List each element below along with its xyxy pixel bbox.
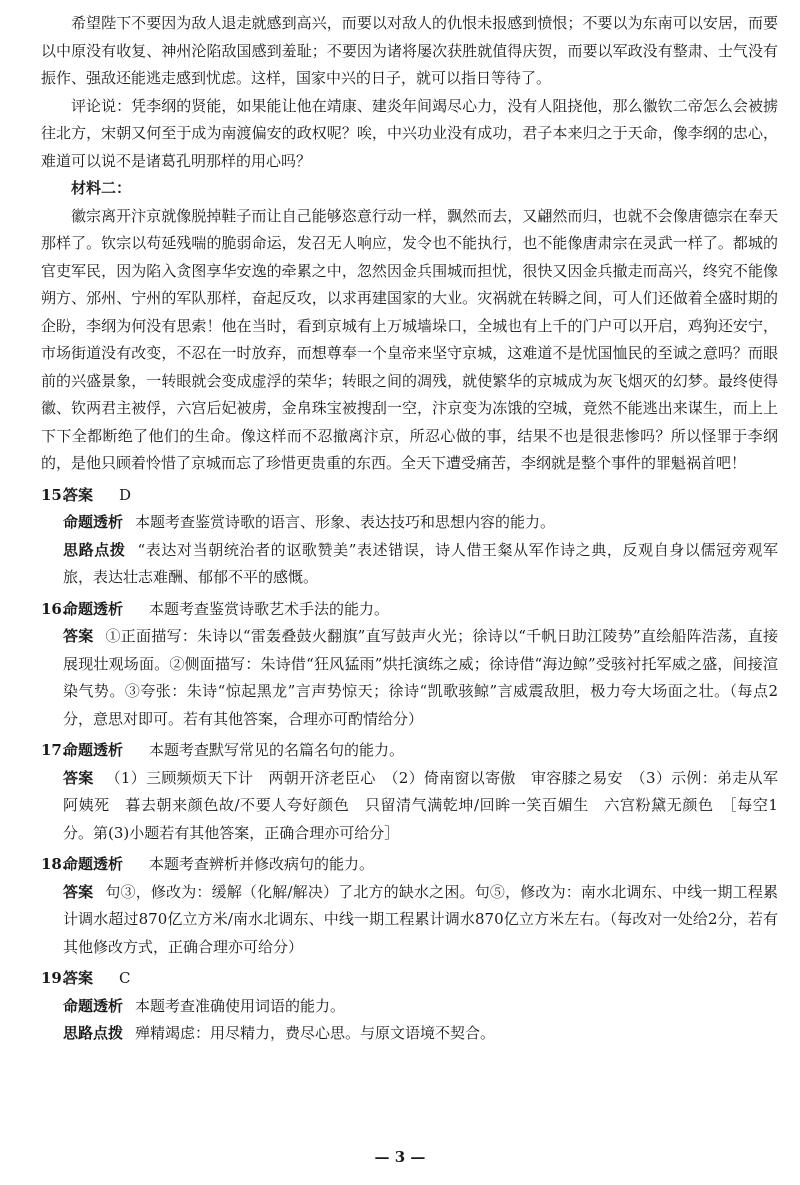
scoring-note: ［每空1分。第(3)小题若有其他答案，正确合理亦可给分］ [63,796,778,842]
analysis-text: 本题考查鉴赏诗歌的语言、形象、表达技巧和思想内容的能力。 [135,513,556,531]
hint-label: 思路点拨 [63,1024,124,1042]
analysis-text: 本题考查默写常见的名篇名句的能力。 [149,741,405,759]
analysis-label: 命题透析 [63,996,124,1015]
analysis-text: 本题考查准确使用词语的能力。 [135,996,346,1015]
answer-label: 答案 [63,627,94,645]
answer-part: 只留清气满乾坤/回眸一笑百媚生 [364,796,589,814]
material2-paragraph-1: 徽宗离开汴京就像脱掉鞋子而让自己能够恣意行动一样，飘然而去，又翩然而归，也就不会像唐德宗在奉天那样了。钦宗以苟延残喘的脆弱命运，发召无人响应，发令也不能执行，也不能像唐肃宗在灵武一样了。都城的官吏军民，因为陷入贪图享华安逸的牵累之中，忽然因金兵围城而担忧，很快又因金兵撤走而高兴，终究不能像朔方、邠州、宁州的军队那样，奋起反攻，以求再建国家的大业。灾祸就在转瞬之间，可人们还做着全盛时期的企盼，李纲为何没有思索！他在当时，看到京城有上万城墙垛口，全城也有上千的门户可以开启，鸡狗还安宁，市场街道没有改变，不忍在一时放弃，而想尊奉一个皇帝来坚守京城，这难道不是忧国恤民的至诚之意吗？而眼前的兴盛景象，一转眼就会变成虚浮的荣华；转眼之间的凋残，就使繁华的京城成为灰飞烟灭的幻梦。最终使得徽、钦两君主被俘，六宫后妃被虏，金帛珠宝被搜刮一空，汴京变为冻饿的空城，竟然不能逃出来谋生，而上上下下全都断绝了他们的生命。像这样而不忍撤离汴京，所忍心做的事，结果不也是很悲惨吗？所以怪罪于李纲的，是他只顾着怜惜了京城而忘了珍惜更贵重的东西。全天下遭受痛苦，李纲就是整个事件的罪魁祸首吧！ [41,206,778,472]
material2-heading: 材料二： [71,179,132,197]
answer-part: （1）三顾频烦天下计 [105,768,254,787]
question-number: 19. [41,969,68,987]
answer-label: 答案 [63,485,94,504]
analysis-label: 命题透析 [63,599,124,618]
answer-text: C [119,969,131,987]
analysis-label: 命题透析 [63,855,124,873]
question-number: 18. [41,855,68,873]
question-number: 15. [41,485,68,504]
question-16 [41,596,778,734]
answer-label: 答案 [63,882,94,901]
question-18 [41,851,778,961]
question-17 [41,737,778,847]
question-15 [41,482,778,592]
answer-part: 六宫粉黛无颜色 [604,796,714,814]
hint-text: “表达对当朝统治者的讴歌赞美”表述错误，诗人借王粲从军作诗之典，反观自身以儒冠旁观军旅，表达壮志难酬、郁郁不平的感慨。 [63,540,778,586]
answer-part: （3）示例：弟走从军阿姨死 [63,768,778,814]
material1-paragraph-2: 评论说：凭李纲的贤能，如果能让他在靖康、建炎年间竭尽心力，没有人阻挠他，那么徽钦二帝怎么会被掳往北方，宋朝又何至于成为南渡偏安的政权呢？唉，中兴功业没有成功，君子本来归之于天命，像李纲的忠心，难道可以说不是诸葛孔明那样的用心吗？ [41,96,778,170]
material1-paragraph-1: 希望陛下不要因为敌人退走就感到高兴，而要以对敌人的仇恨未报感到愤恨；不要以为东南可以安居，而要以中原没有收复、神州沦陷敌国感到羞耻；不要因为诸将屡次获胜就值得庆贺，而要以军政没有整肃、士气没有振作、强敌还能逃走感到忧虑。这样，国家中兴的日子，就可以指日等待了。 [41,14,778,87]
answer-text: D [119,485,132,504]
analysis-label: 命题透析 [63,741,124,759]
answer-text: ①正面描写：朱诗以“雷轰叠鼓火翻旗”直写鼓声火光；徐诗以“千帆日助江陵势”直绘船阵浩荡，直接展现壮观场面。②侧面描写：朱诗借“狂风猛雨”烘托演练之威；徐诗借“海边鲸”受骇衬托军威之盛，间接渲染气势。③夸张：朱诗“惊起黑龙”言声势惊天；徐诗“凯歌骇鲸”言威震敌胆，极力夸大场面之壮。（每点2分，意思对即可。若有其他答案，合理亦可酌情给分） [63,627,778,728]
answer-text: 句③，修改为：缓解（化解/解决）了北方的缺水之困。句⑤，修改为：南水北调东、中线一期工程累计调水超过870亿立方米/南水北调东、中线一期工程累计调水870亿立方米左右。（每改对一处给2分，若有其他修改方式，正确合理亦可给分） [63,882,778,956]
analysis-text: 本题考查辨析并修改病句的能力。 [149,855,375,873]
analysis-label: 命题透析 [63,513,124,531]
answer-part: （2）倚南窗以寄傲 [390,768,516,787]
hint-label: 思路点拨 [63,540,126,559]
answer-label: 答案 [63,969,94,987]
answer-part: 暮去朝来颜色故/不要人夸好颜色 [125,796,350,814]
page-number: — 3 — [374,1148,426,1166]
question-number: 16. [41,599,68,618]
question-19 [41,965,778,1048]
analysis-text: 本题考查鉴赏诗歌艺术手法的能力。 [149,599,390,618]
answer-label: 答案 [63,768,94,787]
answer-part: 审容膝之易安 [531,768,623,787]
hint-text: 殚精竭虑：用尽精力，费尽心思。与原文语境不契合。 [135,1024,496,1042]
page-content [41,10,778,1048]
answer-part: 两朝开济老臣心 [268,768,376,787]
question-number: 17. [41,741,68,759]
